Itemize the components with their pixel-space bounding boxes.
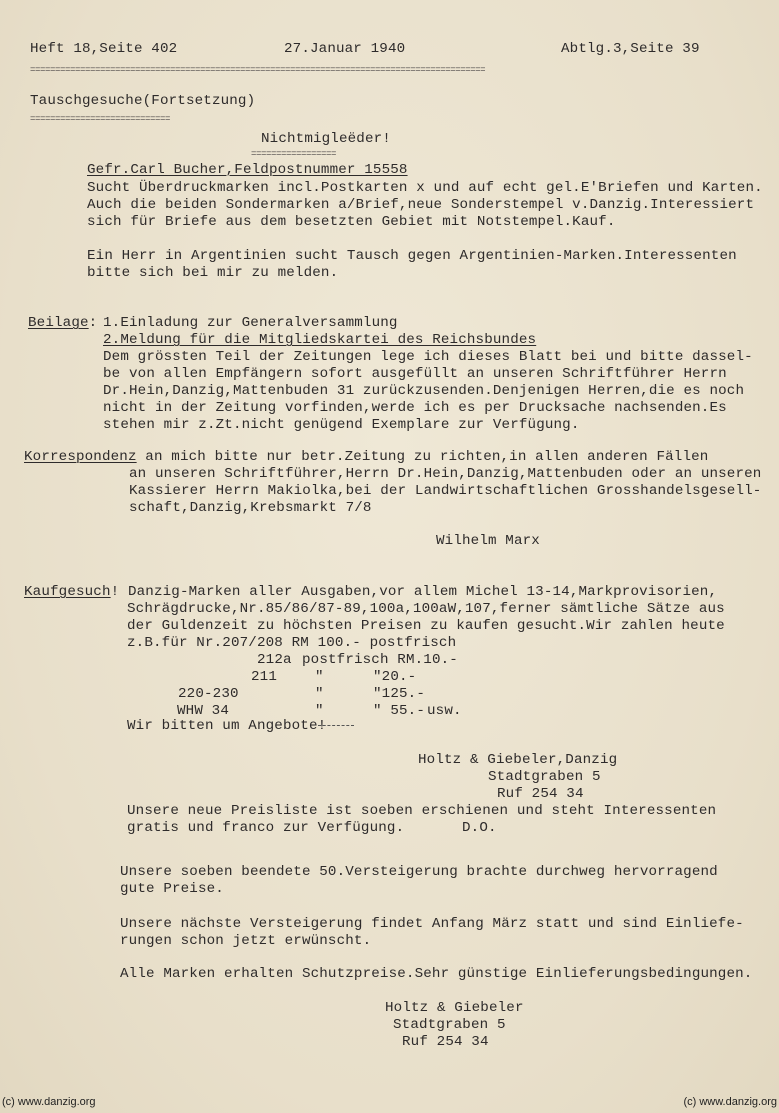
auction-p2-line: rungen schon jetzt erwünscht. xyxy=(120,933,372,949)
header-section-page: Abtlg.3,Seite 39 xyxy=(561,41,700,57)
beilage-line: stehen mir z.Zt.nicht genügend Exemplare zur Verfügung. xyxy=(103,417,580,433)
price-ditto: " xyxy=(315,703,324,719)
section-title-rule: ============================ xyxy=(30,115,171,124)
copyright-watermark-left: (c) www.danzig.org xyxy=(2,1096,96,1108)
nonmembers-rule: ================= xyxy=(251,150,337,159)
price-item: 211 xyxy=(251,669,277,685)
price-value: "20.- xyxy=(373,669,417,685)
korrespondenz-label: Korrespondenz xyxy=(24,449,137,465)
korrespondenz-text: an mich bitte nur betr.Zeitung zu richten,in allen anderen Fällen xyxy=(136,449,709,465)
ad2-line: bitte sich bei mir zu melden. xyxy=(87,265,339,281)
price-ditto: " xyxy=(315,686,324,702)
beilage-item-1: 1.Einladung zur Generalversammlung xyxy=(103,315,398,331)
korrespondenz-line: schaft,Danzig,Krebsmarkt 7/8 xyxy=(129,500,372,516)
header-issue-page: Heft 18,Seite 402 xyxy=(30,41,178,57)
firm-name: Holtz & Giebeler,Danzig xyxy=(418,752,618,768)
nonmembers-title: Nichtmigleëder! xyxy=(261,131,391,147)
ad2-line: Ein Herr in Argentinien sucht Tausch gegen Argentinien-Marken.Interessenten xyxy=(87,248,737,264)
kaufgesuch-label: Kaufgesuch xyxy=(24,584,111,600)
ad1-line: sich für Briefe aus dem besetzten Gebiet mit Notstempel.Kauf. xyxy=(87,214,616,230)
auction-p1-line: gute Preise. xyxy=(120,881,224,897)
korrespondenz-line: an unseren Schriftführer,Herrn Dr.Hein,Danzig,Mattenbuden oder an unseren xyxy=(129,466,762,482)
korrespondenz-line: Kassierer Herrn Makiolka,bei der Landwirtschaftlichen Grosshandelsgesell- xyxy=(129,483,762,499)
beilage-line: be von allen Empfängern sofort ausgefüllt an unseren Schriftführer Herrn xyxy=(103,366,727,382)
korrespondenz-first-line xyxy=(24,449,708,466)
auction-p2-line: Unsere nächste Versteigerung findet Anfang März statt und sind Einliefe- xyxy=(120,916,744,932)
ad1-line: Sucht Überdruckmarken incl.Postkarten x und auf echt gel.E'Briefen und Karten. xyxy=(87,180,763,196)
korrespondenz-signature: Wilhelm Marx xyxy=(436,533,540,549)
beilage-colon: : xyxy=(88,315,98,331)
price-ditto: " xyxy=(315,669,324,685)
price-value: "125.- xyxy=(373,686,425,702)
kaufgesuch-line: z.B.für Nr.207/208 RM 100.- postfrisch xyxy=(127,635,457,651)
kaufgesuch-line: der Guldenzeit zu höchsten Preisen zu kaufen gesucht.Wir zahlen heute xyxy=(127,618,725,634)
auction-p3-line: Alle Marken erhalten Schutzpreise.Sehr günstige Einlieferungsbedingungen. xyxy=(120,966,753,982)
kaufgesuch-offer: Wir bitten um Angebote! xyxy=(127,718,327,734)
price-value: postfrisch RM.10.- xyxy=(302,652,458,668)
auction-firm-street: Stadtgraben 5 xyxy=(393,1017,506,1033)
price-list-line: gratis und franco zur Verfügung. xyxy=(127,820,405,836)
firm-street: Stadtgraben 5 xyxy=(488,769,601,785)
price-item: 220-230 xyxy=(178,686,239,702)
price-list-line: Unsere neue Preisliste ist soeben erschienen und steht Interessenten xyxy=(127,803,717,819)
beilage-heading xyxy=(28,315,97,332)
ad1-line: Auch die beiden Sondermarken a/Brief,neue Sonderstempel v.Danzig.Interessiert xyxy=(87,197,755,213)
ad1-name: Gefr.Carl Bucher,Feldpostnummer 15558 xyxy=(87,162,408,178)
section-title: Tauschgesuche(Fortsetzung) xyxy=(30,93,256,109)
header-date: 27.Januar 1940 xyxy=(284,41,406,57)
price-item: 212a xyxy=(257,652,292,668)
beilage-label: Beilage xyxy=(28,315,89,331)
initials: D.O. xyxy=(462,820,497,836)
kaufgesuch-first-line xyxy=(24,584,717,601)
header-rule: =========================================================================================== xyxy=(30,66,486,75)
kaufgesuch-text: ! Danzig-Marken aller Ausgaben,vor allem Michel 13-14,Markprovisorien, xyxy=(110,584,718,600)
beilage-line: Dem grössten Teil der Zeitungen lege ich dieses Blatt bei und bitte dassel- xyxy=(103,349,753,365)
beilage-item-2: 2.Meldung für die Mitgliedskartei des Reichsbundes xyxy=(103,332,537,348)
beilage-line: nicht in der Zeitung vorfinden,werde ich es per Drucksache nachsenden.Es xyxy=(103,400,727,416)
copyright-watermark-right: (c) www.danzig.org xyxy=(683,1096,777,1108)
offer-dash-line xyxy=(318,725,354,726)
kaufgesuch-line: Schrägdrucke,Nr.85/86/87-89,100a,100aW,107,ferner sämtliche Sätze aus xyxy=(127,601,725,617)
auction-p1-line: Unsere soeben beendete 50.Versteigerung brachte durchweg hervorragend xyxy=(120,864,718,880)
price-item: WHW 34 xyxy=(177,703,229,719)
auction-firm-phone: Ruf 254 34 xyxy=(402,1034,489,1050)
price-value: " 55.- xyxy=(373,703,425,719)
auction-firm-name: Holtz & Giebeler xyxy=(385,1000,524,1016)
firm-phone: Ruf 254 34 xyxy=(497,786,584,802)
beilage-line: Dr.Hein,Danzig,Mattenbuden 31 zurückzusenden.Denjenigen Herren,die es noch xyxy=(103,383,745,399)
price-extra: usw. xyxy=(427,703,462,719)
